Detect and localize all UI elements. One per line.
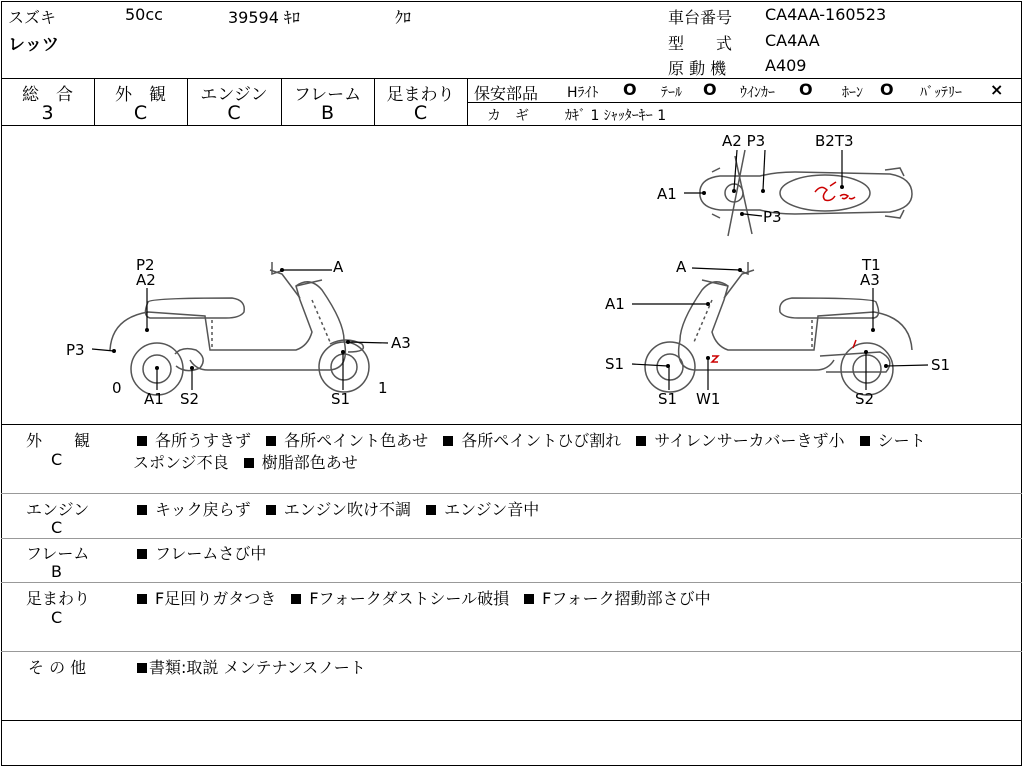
grade-frame: B xyxy=(320,102,335,124)
maker: スズキ xyxy=(8,8,57,27)
right-label-w1: W1 xyxy=(696,390,721,408)
top-label-a2p3: A2 P3 xyxy=(722,132,766,150)
left-label-a2: A2 xyxy=(136,271,156,289)
safety-battery-mark: × xyxy=(990,80,1004,99)
remark-grade-exterior: C xyxy=(51,450,63,469)
safety-winker: ｳｲﾝｶｰ xyxy=(740,85,775,101)
remarks-bottom-rule xyxy=(1,720,1022,721)
type-label: 型 式 xyxy=(668,34,733,53)
right-label-s1-rear: S1 xyxy=(931,356,951,374)
color: ｸﾛ xyxy=(395,8,412,27)
remark-items-frame: フレームさび中 xyxy=(137,541,266,564)
top-label-b2t3: B2T3 xyxy=(815,132,854,150)
grade-engine: C xyxy=(227,102,241,124)
safety-tail: ﾃｰﾙ xyxy=(661,85,682,101)
remark-rule xyxy=(1,538,1022,539)
right-label-s2: S2 xyxy=(855,390,875,408)
safety-headlight: Hﾗｲﾄ xyxy=(567,85,599,101)
safety-battery: ﾊﾞｯﾃﾘｰ xyxy=(920,85,962,101)
engine-value: A409 xyxy=(765,56,807,75)
left-label-zero: 0 xyxy=(112,379,122,397)
right-label-s1-front: S1 xyxy=(605,355,625,373)
remark-grade-suspension: C xyxy=(51,608,63,627)
remark-category-exterior: 外 観 xyxy=(26,431,91,450)
grade-exterior: C xyxy=(133,102,148,124)
left-label-a3: A3 xyxy=(391,334,411,352)
left-label-p3: P3 xyxy=(66,341,85,359)
left-label-s1: S1 xyxy=(331,390,351,408)
remark-category-other: そ の 他 xyxy=(28,658,87,677)
mileage: 39594 ｷﾛ xyxy=(228,8,300,27)
safety-headlight-mark: O xyxy=(623,80,637,99)
engine-label: 原 動 機 xyxy=(668,59,727,78)
grade-suspension: C xyxy=(413,102,428,124)
right-label-s1-wheel: S1 xyxy=(658,390,678,408)
key-label: カ ギ xyxy=(487,108,529,124)
model-name: レッツ xyxy=(8,35,59,55)
top-label-a1: A1 xyxy=(657,185,677,203)
frame-no-label: 車台番号 xyxy=(668,8,733,27)
remark-items-engine: キック戻らず エンジン吹け不調 エンジン音中 xyxy=(137,497,539,520)
key-value: ｶｷﾞ 1 ｼｬｯﾀｰｷｰ 1 xyxy=(565,108,667,124)
left-label-a1: A1 xyxy=(144,390,164,408)
remark-rule xyxy=(1,651,1022,652)
grade-header-exterior: 外 観 xyxy=(115,85,166,105)
remark-items-suspension: F足回りガタつき Fフォークダストシール破損 Fフォーク摺動部さび中 xyxy=(137,586,711,609)
safety-horn: ﾎｰﾝ xyxy=(842,85,863,101)
safety-winker-mark: O xyxy=(799,80,813,99)
frame-no: CA4AA-160523 xyxy=(765,5,887,24)
grade-total: 3 xyxy=(41,102,54,124)
left-label-p2: P2 xyxy=(136,256,155,274)
remark-rule xyxy=(1,493,1022,494)
remark-grade-frame: B xyxy=(51,562,62,581)
right-label-a3: A3 xyxy=(860,271,880,289)
safety-horn-mark: O xyxy=(880,80,894,99)
safety-tail-mark: O xyxy=(703,80,717,99)
grade-header-engine: エンジン xyxy=(200,85,268,105)
right-label-a: A xyxy=(676,258,687,276)
type-value: CA4AA xyxy=(765,31,820,50)
left-label-s2: S2 xyxy=(180,390,200,408)
remark-rule xyxy=(1,582,1022,583)
displacement: 50cc xyxy=(125,5,163,24)
right-label-a1: A1 xyxy=(605,295,625,313)
left-label-a: A xyxy=(333,258,344,276)
remark-items-other: 書類:取説 メンテナンスノート xyxy=(137,655,366,678)
left-label-one: 1 xyxy=(378,379,388,397)
grade-header-total: 総 合 xyxy=(22,85,73,105)
remark-grade-engine: C xyxy=(51,518,63,537)
grade-header-suspension: 足まわり xyxy=(386,85,455,105)
right-label-t1: T1 xyxy=(862,256,881,274)
remark-items-exterior-cont: スポンジ不良 樹脂部色あせ xyxy=(133,453,358,472)
remark-items-exterior: 各所うすきず 各所ペイント色あせ 各所ペイントひび割れ サイレンサーカバーきず小 シート xyxy=(137,428,926,451)
top-label-p3: P3 xyxy=(763,208,782,226)
remark-category-frame: フレーム xyxy=(26,544,90,563)
grade-header-frame: フレーム xyxy=(293,85,362,105)
remark-category-engine: エンジン xyxy=(26,500,90,519)
safety-label: 保安部品 xyxy=(474,84,539,103)
remark-category-suspension: 足まわり xyxy=(26,589,91,608)
